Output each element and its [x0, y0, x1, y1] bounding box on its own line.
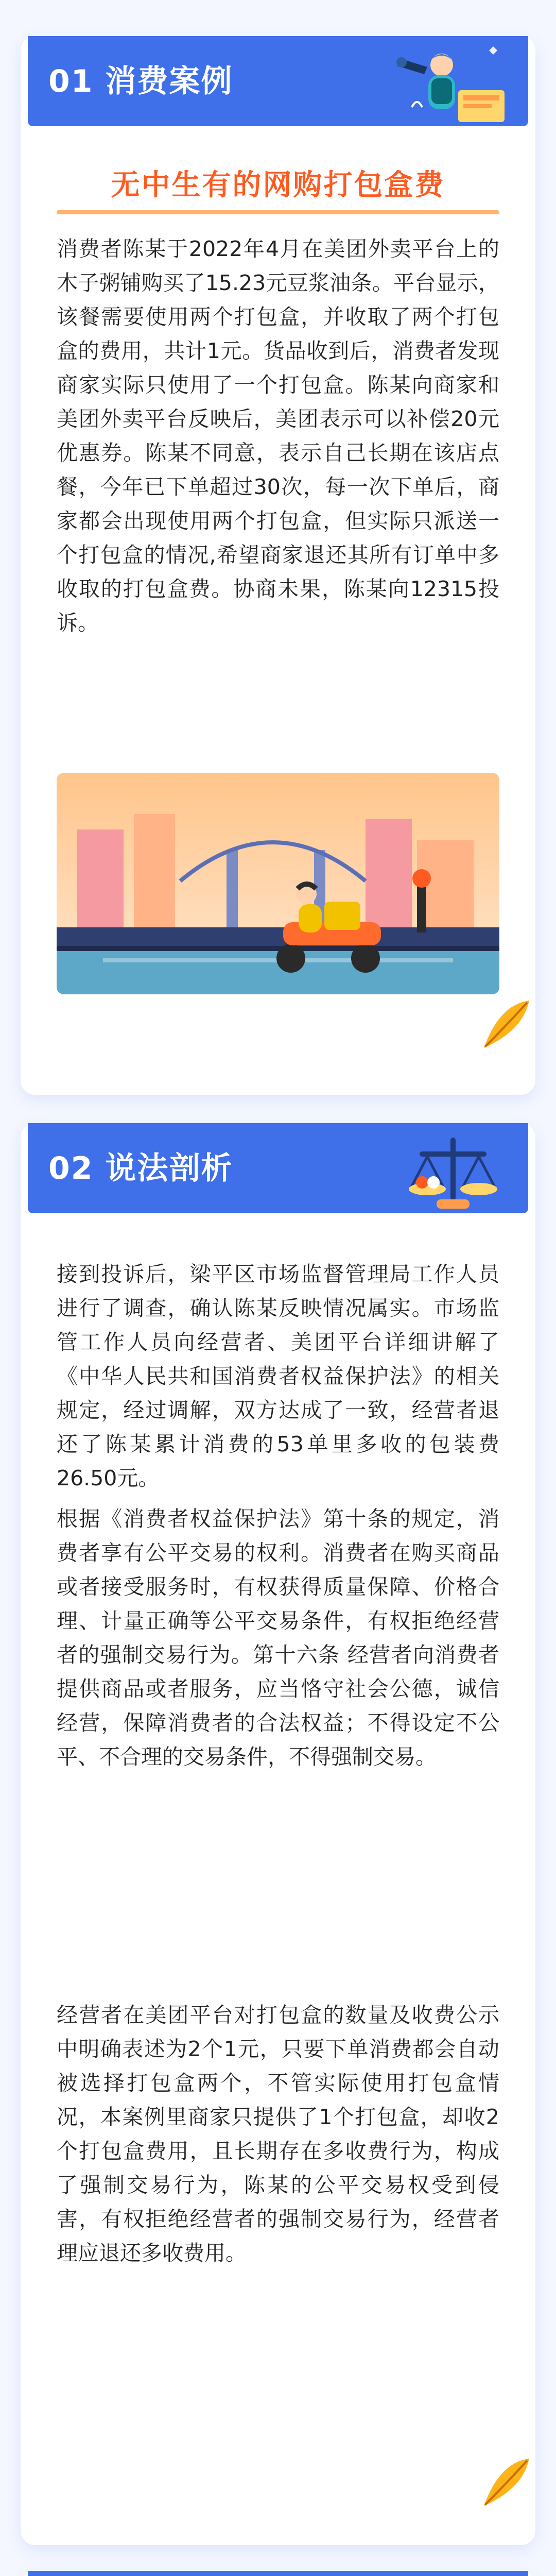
analysis-paragraph-2: [57, 1502, 499, 1986]
analysis-paragraph-1: [57, 1257, 499, 1489]
section-analysis-header: [28, 1123, 528, 1213]
telescope-person-icon: [391, 41, 515, 126]
section-tips-header: [28, 2571, 528, 2576]
section-case-title: 01 消费案例: [48, 63, 233, 99]
section-analysis-title: 02 说法剖析: [48, 1150, 233, 1187]
section-case-header: [28, 36, 528, 126]
autumn-leaf-icon-2: [474, 2452, 535, 2514]
case-paragraph: [57, 232, 499, 762]
autumn-leaf-icon: [474, 994, 535, 1056]
analysis-text-2: 根据《消费者权益保护法》第十条的规定，消费者享有公平交易的权利。消费者在购买商品或者接受服务时，有权获得质量保障、价格合理、计量正确等公平交易条件，有权拒绝经营者的强制交易行为。第十六条 经营者向消费者提供商品或者服务，应当恪守社会公德，诚信经营，保障消费者的合法权益；不得设定不公平、不合理的交易条件，不得强制交易。: [57, 1506, 499, 1769]
subtitle-underline: [57, 210, 499, 214]
case-subtitle: 无中生有的网购打包盒费: [111, 168, 445, 202]
case-text: 消费者陈某于2022年4月在美团外卖平台上的木子粥铺购买了15.23元豆浆油条。平台显示，该餐需要使用两个打包盒，并收取了两个打包盒的费用，共计1元。货品收到后，消费者发现商家实际只使用了一个打包盒。陈某向商家和美团外卖平台反映后，美团表示可以补偿20元优惠券。陈某不同意，表示自己长期在该店点餐，今年已下单超过30次，每一次下单后，商家都会出现使用两个打包盒，但实际只派送一个打包盒的情况,希望商家退还其所有订单中多收取的打包盒费。协商未果，陈某向12315投诉。: [57, 236, 499, 635]
analysis-text-1: 接到投诉后，梁平区市场监督管理局工作人员进行了调查，确认陈某反映情况属实。市场监管工作人员向经营者、美团平台详细讲解了《中华人民共和国消费者权益保护法》的相关规定，经过调解，双方达成了一致，经营者退还了陈某累计消费的53单里多收的包装费26.50元。: [57, 1262, 499, 1490]
scales-icon: [391, 1128, 515, 1213]
analysis-text-3: 经营者在美团平台对打包盒的数量及收费公示中明确表述为2个1元，只要下单消费都会自动被选择打包盒两个，不管实际使用打包盒情况，本案例里商家只提供了1个打包盒，却收2个打包盒费用，且长期存在多收费行为，构成了强制交易行为，陈某的公平交易权受到侵害，有权拒绝经营者的强制交易行为，经营者理应退还多收费用。: [57, 2003, 499, 2265]
delivery-rider-city-illustration: [57, 773, 499, 994]
analysis-paragraph-3: [57, 1998, 499, 2503]
